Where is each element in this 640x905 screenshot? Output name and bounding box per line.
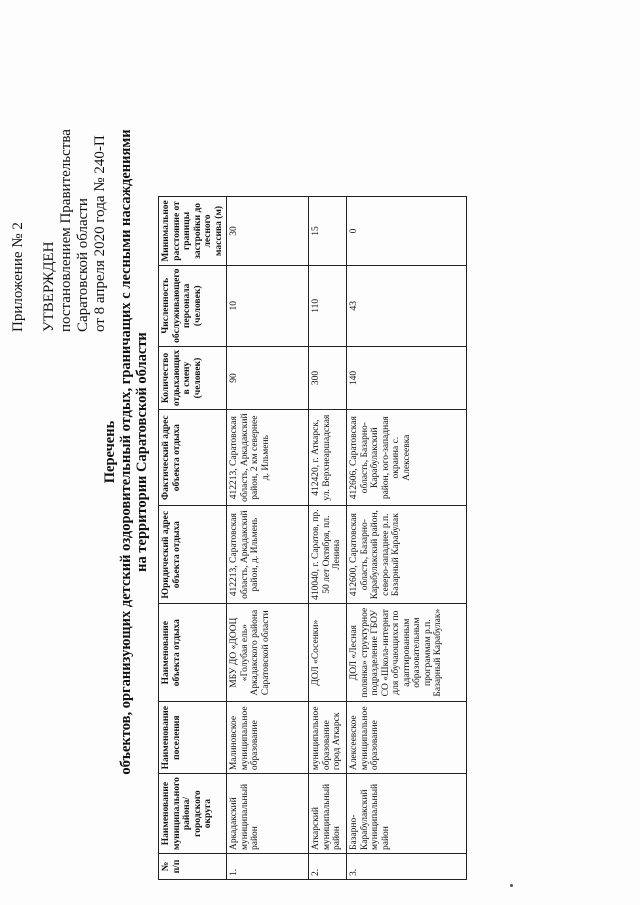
document-title [102, 52, 150, 852]
row-legal-address: 410040, г. Саратов, пр. 50 лет Октября, пл. Ленина [309, 506, 347, 604]
row-distance: 0 [347, 197, 467, 265]
header-district: Наименование муниципального района/ городского округа [159, 774, 227, 854]
title-line-3: на территории Саратовской области [134, 332, 150, 572]
row-distance: 30 [227, 197, 309, 265]
row-actual-address: 412606, Саратовская область, Базарно-Карабулакский район, юго-западная окраина с. Алексеевка [347, 410, 467, 506]
approval-line-2: Саратовской области [75, 198, 91, 332]
row-actual-address: 412213, Саратовская область, Аркадакский район, 2 км севернее д. Ильмень [227, 410, 309, 506]
row-guests: 140 [347, 346, 467, 409]
row-legal-address: 412600, Саратовская область, Базарно-Карабулакский район, северо-западнее р.п. Базарный Карабулак [347, 506, 467, 604]
title-line-2: объектов, организующих детский оздоровительный отдых, граничащих с лесными насаждениями [118, 129, 134, 775]
header-distance: Минимальное расстояние от границы застройки до лесного массива (м) [159, 197, 227, 265]
header-object: Наименование объекта отдыха [159, 604, 227, 702]
table-row [309, 197, 347, 880]
row-district: Аткарский муниципальный район [309, 774, 347, 854]
row-settlement: Алексеевское муниципальное образование [347, 702, 467, 774]
row-district: Базарно-Карабулакский муниципальный район [347, 774, 467, 854]
row-staff: 110 [309, 265, 347, 346]
table-row [347, 197, 467, 880]
approval-line-1: постановлением Правительства [58, 129, 74, 332]
rotated-sheet [10, 12, 610, 892]
row-object: МБУ ДО «ДООЦ «Голубая ель» Аркадакского района Саратовской области [227, 604, 309, 702]
header-guests: Количество отдыхающих в смену (человек) [159, 346, 227, 409]
header-staff: Численность обслуживающего персонала (человек) [159, 265, 227, 346]
approved-label: УТВЕРЖДЕН [41, 241, 57, 332]
header-legal-address: Юридический адрес объекта отдыха [159, 506, 227, 604]
appendix-number: Приложение № 2 [10, 222, 26, 332]
row-actual-address: 412420, г. Аткарск, ул. Верхнеаршадская [309, 410, 347, 506]
row-settlement: муниципальное образование город Аткарск [309, 702, 347, 774]
row-staff: 43 [347, 265, 467, 346]
table-header-row [159, 197, 227, 880]
row-num: 3. [347, 854, 467, 880]
row-legal-address: 412213, Саратовская область, Аркадакский район, д. Ильмень [227, 506, 309, 604]
header-settlement: Наименование поселения [159, 702, 227, 774]
row-num: 2. [309, 854, 347, 880]
row-guests: 300 [309, 346, 347, 409]
row-object: ДОЛ «Сосенки» [309, 604, 347, 702]
header-actual-address: Фактический адрес объекта отдыха [159, 410, 227, 506]
header-num: № п/п [159, 854, 227, 880]
title-line-1: Перечень [102, 420, 118, 484]
row-staff: 10 [227, 265, 309, 346]
approval-block [10, 32, 109, 332]
row-district: Аркадакский муниципальный район [227, 774, 309, 854]
row-guests: 90 [227, 346, 309, 409]
row-distance: 15 [309, 197, 347, 265]
scan-speck [510, 884, 513, 887]
row-num: 1. [227, 854, 309, 880]
table-row [227, 197, 309, 880]
objects-table [158, 196, 467, 880]
approval-line-3: от 8 апреля 2020 года № 240-П [92, 135, 108, 332]
row-object: ДОЛ «Лесная полянка» структурное подразделение ГБОУ СО «Школа-интернат для обучающихся по адаптированным образовательным программам р.п. Базарный Карабулак» [347, 604, 467, 702]
row-settlement: Малиновское муниципальное образование [227, 702, 309, 774]
